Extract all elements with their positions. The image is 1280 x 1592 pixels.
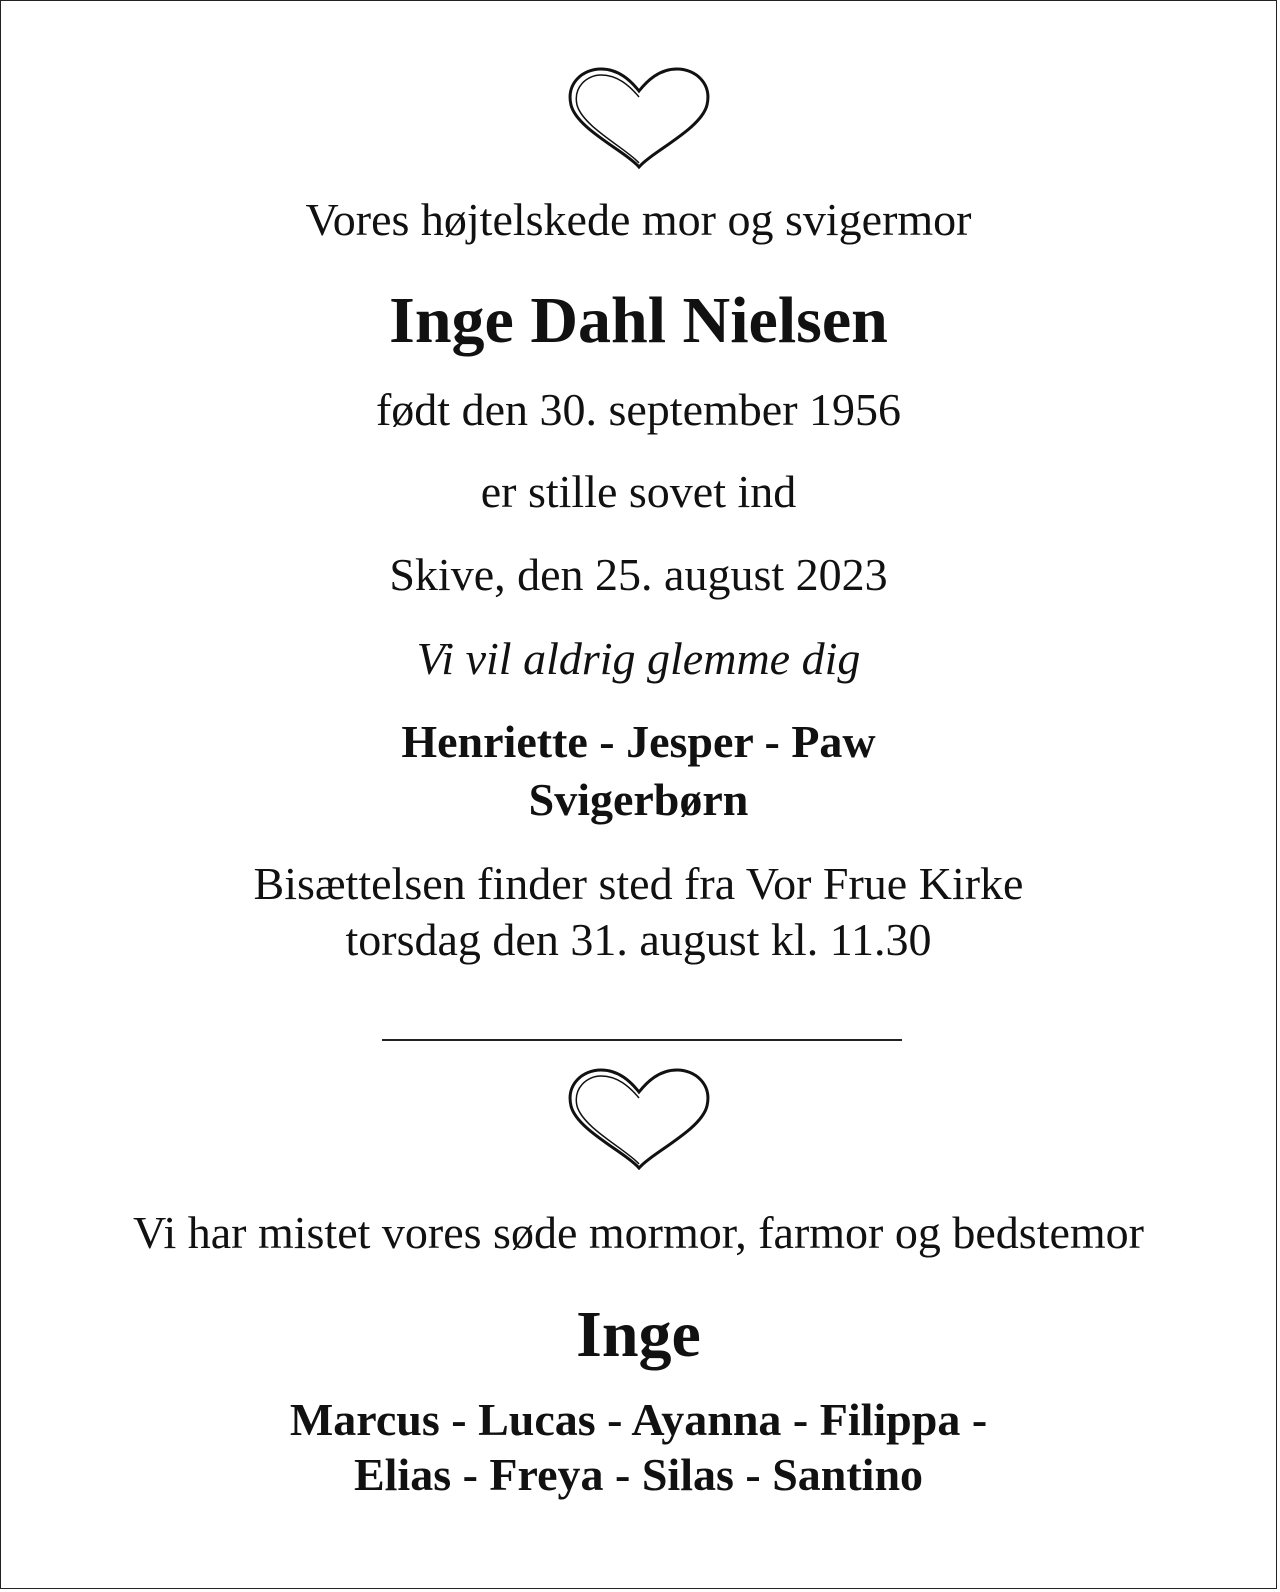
- children-names: Henriette - Jesper - Paw: [401, 716, 876, 767]
- grandchildren-intro: Vi har mistet vores søde mormor, farmor og bedstemor: [133, 1207, 1144, 1258]
- funeral-location: Bisættelsen finder sted fra Vor Frue Kirke: [253, 858, 1024, 909]
- grandchildren-names-line2: Elias - Freya - Silas - Santino: [353, 1449, 924, 1500]
- deceased-name: Inge Dahl Nielsen: [389, 284, 888, 357]
- funeral-time: torsdag den 31. august kl. 11.30: [345, 914, 932, 965]
- place-and-date: Skive, den 25. august 2023: [389, 549, 888, 600]
- heart-icon: [567, 1068, 711, 1170]
- memorial-motto: Vi vil aldrig glemme dig: [416, 633, 861, 684]
- in-laws: Svigerbørn: [528, 774, 749, 825]
- grandchildren-names-line1: Marcus - Lucas - Ayanna - Filippa -: [289, 1394, 988, 1445]
- birth-date: født den 30. september 1956: [375, 384, 902, 435]
- short-name: Inge: [576, 1298, 701, 1371]
- passed-text: er stille sovet ind: [480, 466, 797, 517]
- heart-icon: [567, 67, 711, 169]
- divider: [382, 1039, 902, 1041]
- intro-text: Vores højtelskede mor og svigermor: [305, 194, 972, 245]
